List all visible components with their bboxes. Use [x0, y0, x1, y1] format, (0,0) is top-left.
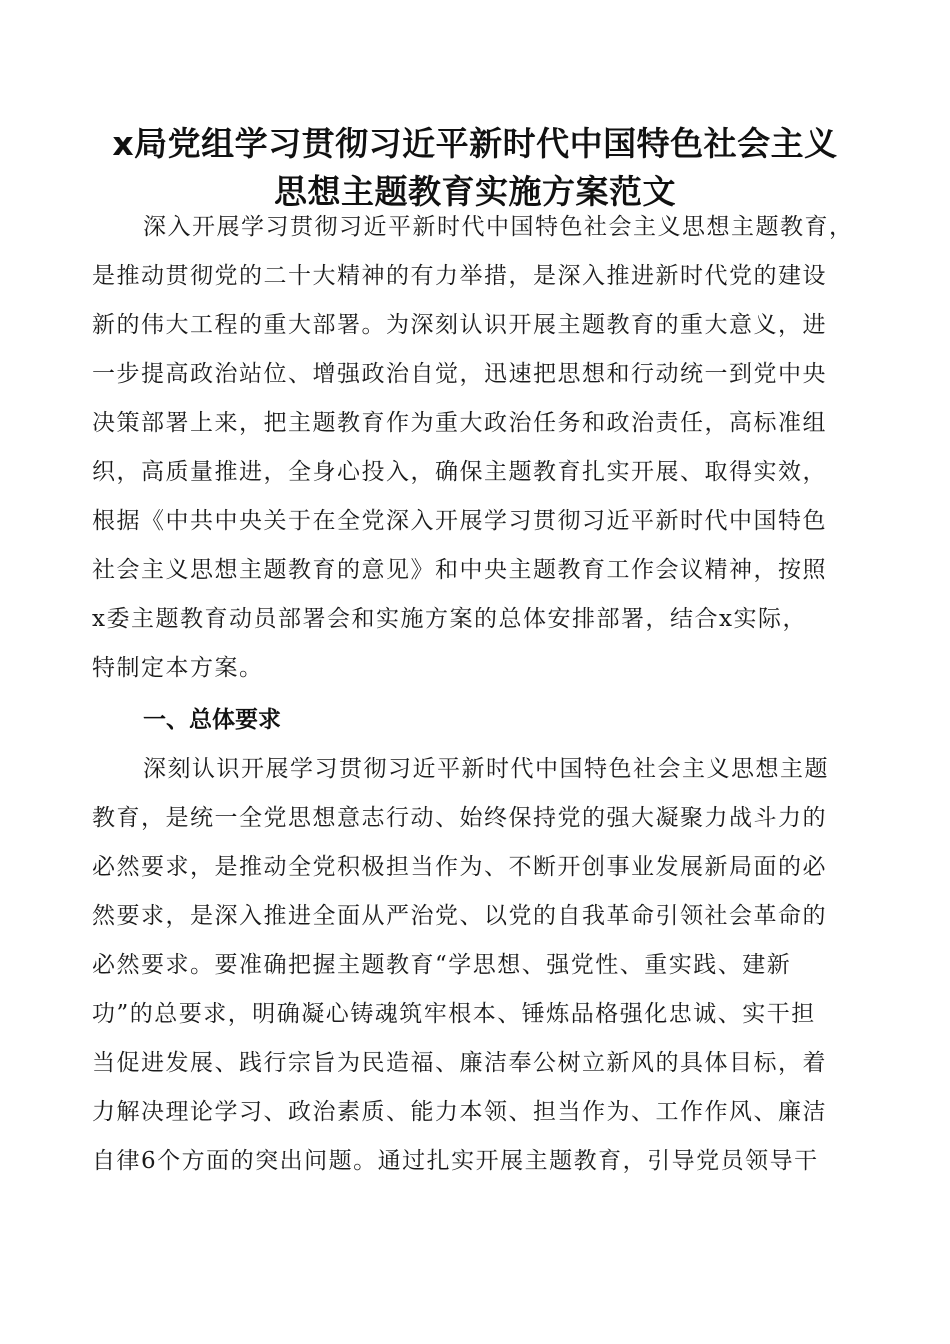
section1-paragraph-line: 必然要求，是推动全党积极担当作为、不断开创事业发展新局面的必 [92, 854, 827, 880]
document-title-line-1: x局党组学习贯彻习近平新时代中国特色社会主义 [112, 124, 838, 163]
section-heading-general-requirements: 一、总体要求 [143, 707, 281, 733]
section1-paragraph-line: 必然要求。要准确把握主题教育“学思想、强党性、重实践、建新 [92, 952, 792, 978]
intro-paragraph-line: 新的伟大工程的重大部署。为深刻认识开展主题教育的重大意义，进 [92, 312, 827, 338]
intro-paragraph-line: 一步提高政治站位、增强政治自觉，迅速把思想和行动统一到党中央 [92, 361, 827, 387]
section1-paragraph-line: 力解决理论学习、政治素质、能力本领、担当作为、工作作风、廉洁 [92, 1099, 827, 1125]
intro-paragraph-line: 深入开展学习贯彻习近平新时代中国特色社会主义思想主题教育， [143, 214, 854, 240]
intro-paragraph-line: 是推动贯彻党的二十大精神的有力举措，是深入推进新时代党的建设 [92, 263, 827, 289]
document-title-line-2: 思想主题教育实施方案范文 [274, 172, 676, 211]
section1-paragraph-line: 教育，是统一全党思想意志行动、始终保持党的强大凝聚力战斗力的 [92, 805, 827, 831]
section1-paragraph-line: 深刻认识开展学习贯彻习近平新时代中国特色社会主义思想主题 [143, 756, 829, 782]
intro-paragraph-line: 织，高质量推进，全身心投入，确保主题教育扎实开展、取得实效， [92, 459, 827, 485]
intro-paragraph-line: 决策部署上来，把主题教育作为重大政治任务和政治责任，高标准组 [92, 410, 827, 436]
intro-paragraph-line: x委主题教育动员部署会和实施方案的总体安排部署，结合x实际， [92, 606, 807, 632]
section1-paragraph-line: 当促进发展、践行宗旨为民造福、廉洁奉公树立新风的具体目标，着 [92, 1050, 827, 1076]
intro-paragraph-line: 特制定本方案。 [92, 655, 264, 681]
intro-paragraph-line: 根据《中共中央关于在全党深入开展学习贯彻习近平新时代中国特色 [92, 508, 827, 534]
section1-paragraph-line: 自律6个方面的突出问题。通过扎实开展主题教育，引导党员领导干 [92, 1148, 819, 1174]
section1-paragraph-line: 然要求，是深入推进全面从严治党、以党的自我革命引领社会革命的 [92, 903, 827, 929]
section1-paragraph-line: 功”的总要求，明确凝心铸魂筑牢根本、锤炼品格强化忠诚、实干担 [92, 1001, 816, 1027]
intro-paragraph-line: 社会主义思想主题教育的意见》和中央主题教育工作会议精神，按照 [92, 557, 827, 583]
